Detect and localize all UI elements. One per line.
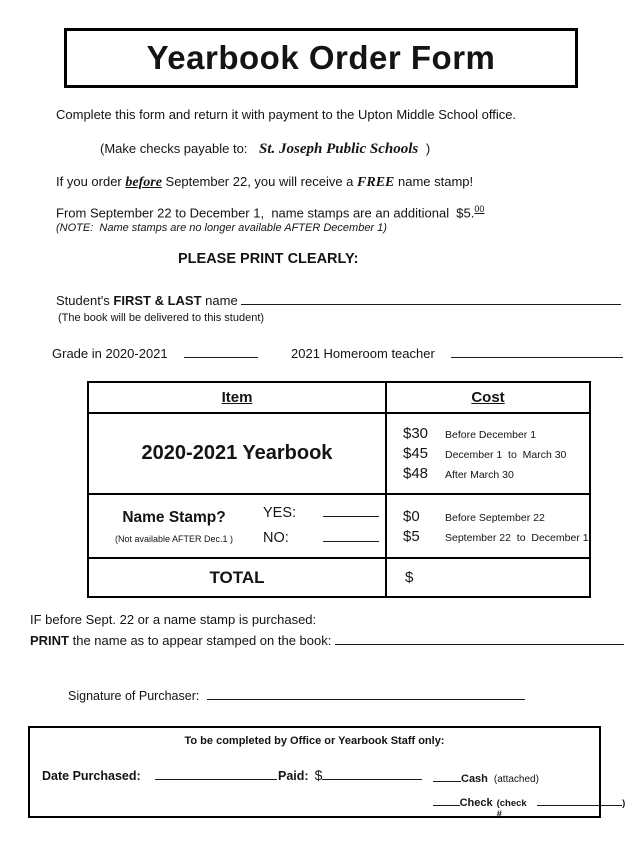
yearbook-price-1 xyxy=(403,425,589,442)
yearbook-price-2 xyxy=(403,445,589,462)
no-row xyxy=(263,528,379,546)
price-condition: Before December 1 xyxy=(445,429,537,441)
check-label: Check xyxy=(459,797,493,809)
total-row xyxy=(88,558,590,597)
additional-cost-text: From September 22 to December 1, name stamps are an additional $5. xyxy=(56,205,475,221)
yes-row xyxy=(263,503,379,521)
name-stamp-cost-cell xyxy=(386,494,590,558)
offer-line xyxy=(56,174,473,191)
price-amount: $30 xyxy=(403,425,429,442)
yes-label: YES: xyxy=(263,505,297,521)
yearbook-row xyxy=(88,413,590,494)
student-name-label-bold: FIRST & LAST xyxy=(113,293,202,308)
office-box-header: To be completed by Office or Yearbook Staff only: xyxy=(184,735,445,747)
stamp-name-blank[interactable] xyxy=(335,631,624,645)
price-condition: December 1 to March 30 xyxy=(445,449,567,461)
payee-name: St. Joseph Public Schools xyxy=(259,141,419,157)
item-header-cell xyxy=(88,382,386,413)
paid-label: Paid: xyxy=(278,769,309,783)
price-condition: After March 30 xyxy=(445,469,514,481)
signature-label: Signature of Purchaser: xyxy=(68,689,203,703)
yes-blank[interactable] xyxy=(323,503,379,517)
student-name-label-2: name xyxy=(201,293,242,308)
name-stamp-labels xyxy=(99,509,249,544)
homeroom-line xyxy=(291,344,623,362)
print-word: PRINT xyxy=(30,633,69,648)
price-amount: $0 xyxy=(403,507,420,525)
stamp-price-2 xyxy=(403,528,589,545)
check-checkbox-blank[interactable] xyxy=(433,792,460,806)
cost-header-cell xyxy=(386,382,590,413)
offer-part3: name stamp! xyxy=(394,174,474,189)
yearbook-price-3 xyxy=(403,465,589,482)
stamp-print-rest: the name as to appear stamped on the book: xyxy=(69,633,335,648)
total-cost-cell[interactable]: $ xyxy=(386,558,590,597)
total-label-cell: TOTAL xyxy=(88,558,386,597)
name-stamp-title: Name Stamp? xyxy=(122,508,226,526)
item-header: Item xyxy=(221,389,253,406)
checks-prefix: (Make checks payable to: xyxy=(100,141,248,156)
paid-dollar-sign: $ xyxy=(314,767,323,783)
check-row xyxy=(433,792,625,820)
homeroom-blank[interactable] xyxy=(451,344,623,358)
checks-payable-line xyxy=(100,141,430,157)
stamp-print-line xyxy=(30,631,624,649)
stamp-price-1 xyxy=(403,508,589,525)
table-header-row xyxy=(88,382,590,413)
grade-blank[interactable] xyxy=(184,344,258,358)
grade-label: Grade in 2020-2021 xyxy=(52,346,168,361)
check-paren-close: ) xyxy=(622,798,626,809)
cents-superscript: 00 xyxy=(474,204,485,214)
cost-header: Cost xyxy=(471,389,505,406)
order-table xyxy=(87,381,591,598)
no-label: NO: xyxy=(263,530,289,546)
offer-part1: If you order xyxy=(56,174,126,189)
cash-label: Cash xyxy=(461,773,488,785)
check-number-label: (check # xyxy=(496,798,530,820)
name-stamp-row xyxy=(88,494,590,558)
student-name-blank[interactable] xyxy=(241,291,621,305)
date-purchased-row xyxy=(42,766,277,783)
office-staff-box xyxy=(28,726,626,820)
cash-row xyxy=(433,768,539,785)
delivery-note: (The book will be delivered to this student) xyxy=(58,312,265,324)
grade-line xyxy=(52,344,258,362)
cash-note: (attached) xyxy=(493,774,539,785)
additional-cost-line xyxy=(56,201,484,221)
cash-checkbox-blank[interactable] xyxy=(433,768,461,782)
price-condition: Before September 22 xyxy=(445,511,545,524)
stamp-condition-line: IF before Sept. 22 or a name stamp is purchased: xyxy=(30,612,317,627)
price-amount: $48 xyxy=(403,465,429,482)
price-condition: September 22 to December 1 xyxy=(445,531,589,544)
checks-suffix: ) xyxy=(425,141,431,156)
student-name-line xyxy=(56,291,621,309)
homeroom-label: 2021 Homeroom teacher xyxy=(291,346,435,361)
yearbook-item-cell: 2020-2021 Yearbook xyxy=(88,413,386,494)
no-blank[interactable] xyxy=(323,528,379,542)
name-stamp-choices xyxy=(249,499,379,553)
student-name-label-1: Student's xyxy=(56,293,114,308)
intro-text: Complete this form and return it with payment to the Upton Middle School office. xyxy=(56,107,517,122)
title-box xyxy=(64,28,578,88)
name-stamp-item-cell xyxy=(88,494,386,558)
offer-free-word: FREE xyxy=(357,175,395,190)
date-purchased-label: Date Purchased: xyxy=(42,769,141,783)
yearbook-cost-cell xyxy=(386,413,590,494)
name-stamp-note: (Not available AFTER Dec.1 ) xyxy=(114,533,234,544)
print-clearly-heading: PLEASE PRINT CLEARLY: xyxy=(178,251,359,267)
signature-blank[interactable] xyxy=(207,686,525,700)
check-number-blank[interactable] xyxy=(537,792,622,806)
price-amount: $45 xyxy=(403,445,429,462)
paid-amount-blank[interactable] xyxy=(322,766,422,780)
offer-before-word: before xyxy=(125,175,162,190)
note-line: (NOTE: Name stamps are no longer available AFTER December 1) xyxy=(56,222,387,234)
paid-row xyxy=(278,766,422,783)
price-amount: $5 xyxy=(403,527,420,545)
page-title: Yearbook Order Form xyxy=(146,39,496,76)
offer-part2: September 22, you will receive a xyxy=(161,174,358,189)
signature-line xyxy=(68,686,525,704)
date-purchased-blank[interactable] xyxy=(155,766,277,780)
